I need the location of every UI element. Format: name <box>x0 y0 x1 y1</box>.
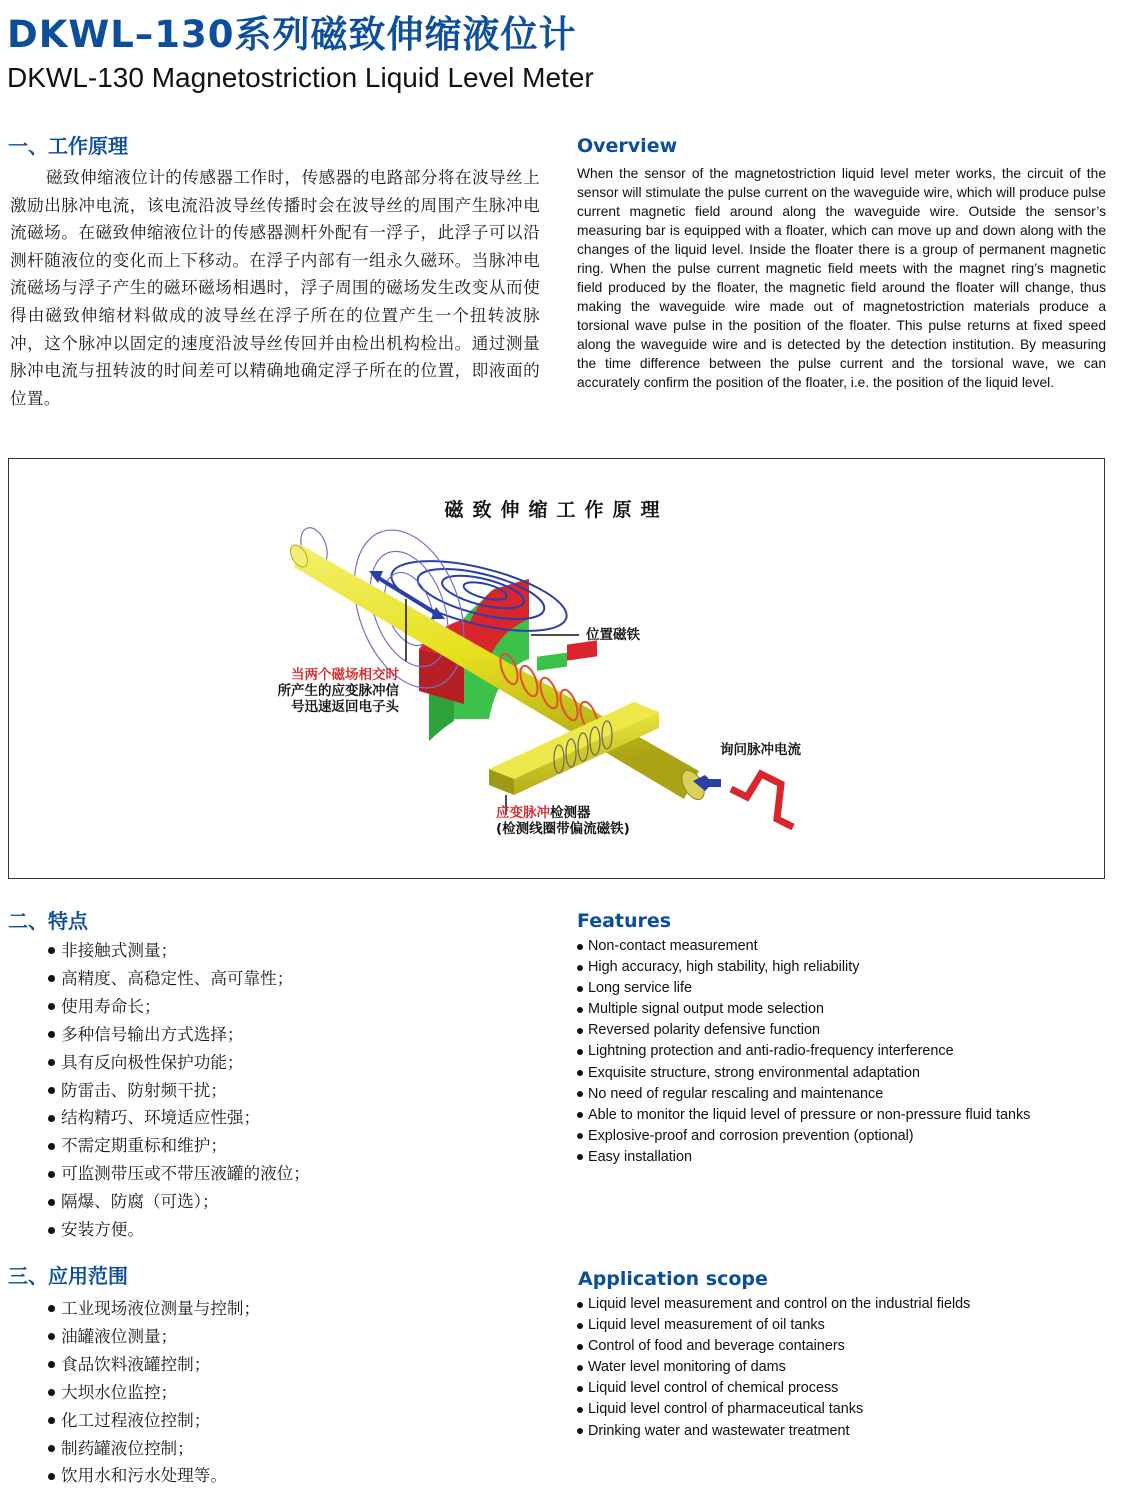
list-item <box>577 1315 970 1336</box>
list-item-text: 结构精巧、环境适应性强； <box>61 1108 261 1128</box>
list-item <box>48 993 310 1021</box>
list-item-text: No need of regular rescaling and maintenance <box>588 1085 884 1102</box>
list-item-text: Drinking water and wastewater treatment <box>588 1422 850 1439</box>
list-item <box>48 1216 310 1244</box>
section-heading-applications-en: Application scope <box>578 1268 768 1290</box>
bullet-icon <box>577 1091 583 1097</box>
list-item-text: 多种信号输出方式选择； <box>61 1024 244 1044</box>
bullet-icon <box>577 1028 583 1034</box>
label-detector-rest: 检测器 <box>550 805 591 821</box>
pulse-waveform-icon <box>731 774 793 827</box>
list-item-text: 饮用水和污水处理等。 <box>61 1466 227 1486</box>
list-item <box>48 1160 310 1188</box>
list-item <box>48 1462 260 1490</box>
label-field-intersection-line2: 所产生的应变脉冲信 <box>277 683 399 699</box>
list-item-text: Liquid level measurement and control on the industrial fields <box>588 1296 971 1312</box>
list-item <box>577 1147 1030 1168</box>
list-item <box>577 1294 970 1315</box>
list-item <box>577 1126 1030 1147</box>
list-item <box>577 1357 970 1378</box>
list-item-text: 油罐液位测量； <box>61 1326 178 1346</box>
list-item-text: 非接触式测量； <box>61 941 178 960</box>
label-field-intersection-line3: 号迅速返回电子头 <box>291 699 399 715</box>
bullet-icon <box>577 1428 583 1434</box>
list-item-text: 具有反向极性保护功能； <box>61 1052 244 1072</box>
list-item-text: Multiple signal output mode selection <box>588 1001 824 1018</box>
list-item-text: 可监测带压或不带压液罐的液位； <box>61 1164 310 1184</box>
label-interrogation-pulse: 询问脉冲电流 <box>720 742 801 758</box>
bullet-icon <box>577 1049 583 1055</box>
list-item <box>48 937 310 965</box>
list-item-text: Lightning protection and anti-radio-frequency interference <box>588 1043 954 1060</box>
list-item-text: Water level monitoring of dams <box>588 1359 786 1376</box>
list-item <box>48 1351 260 1379</box>
list-item <box>577 1105 1030 1126</box>
bullet-icon <box>48 1333 55 1340</box>
label-field-intersection <box>249 667 399 715</box>
bullet-icon <box>48 1059 55 1066</box>
bullet-icon <box>577 1302 583 1308</box>
bullet-icon <box>577 986 583 992</box>
overview-paragraph-en: When the sensor of the magnetostriction liquid level meter works, the circuit of the sensor will stimulate the pulse current on the waveguide wire, which will produce pulse current magnetic field around along the waveguide wire. Outside the sensor’s measuring bar is equipped with a floater, which can move up and down along with the changes of the liquid level. Inside the floater there is a group of permanent magnetic ring. When the pulse current magnetic field meets with the magnet ring’s magnetic field produced by the floater, the magnetic field around the floater will change, thus making the waveguide wire made out of magnetostriction materials produce a torsional wave pulse in the position of the floater. This pulse returns at fixed speed along the waveguide wire and is detected by the detection institution. By measuring the time difference between the pulse current and the torsional wave, we can accurately confirm the position of the floater, i.e. the position of the liquid level. <box>577 166 1106 390</box>
applications-list-cn <box>48 1295 260 1490</box>
bullet-icon <box>577 1007 583 1013</box>
list-item <box>48 1295 260 1323</box>
bullet-icon <box>48 1417 55 1424</box>
bullet-icon <box>577 1154 583 1160</box>
label-detector-line2: (检测线圈带偏流磁铁) <box>496 821 630 837</box>
principle-paragraph-cn: 磁致伸缩液位计的传感器工作时，传感器的电路部分将在波导丝上激励出脉冲电流，该电流沿波导丝传播时会在波导丝的周围产生脉冲电流磁场。在磁致伸缩液位计的传感器测杆外配有一浮子，此浮子可以沿测杆随液位的变化而上下移动。在浮子内部有一组永久磁环。当脉冲电流磁场与浮子产生的磁环磁场相遇时，浮子周围的磁场发生改变从而使得由磁致伸缩材料做成的波导丝在浮子所在的位置产生一个扭转波脉冲，这个脉冲以固定的速度沿波导丝传回并由检出机构检出。通过测量脉冲电流与扭转波的时间差可以精确地确定浮子所在的位置，即液面的位置。 <box>10 168 540 408</box>
list-item <box>48 1021 310 1049</box>
list-item <box>577 957 1030 978</box>
list-item-text: Reversed polarity defensive function <box>588 1022 820 1039</box>
list-item-text: Easy installation <box>588 1148 692 1165</box>
list-item <box>577 936 1030 957</box>
applications-list-en <box>577 1294 970 1442</box>
bullet-icon <box>48 1031 55 1038</box>
list-item-text: 食品饮料液罐控制； <box>61 1354 211 1374</box>
list-item-text: 使用寿命长； <box>61 996 161 1016</box>
page-title-cn: DKWL–130系列磁致伸缩液位计 <box>7 13 577 56</box>
bullet-icon <box>577 1112 583 1118</box>
bullet-icon <box>48 1143 55 1150</box>
list-item <box>48 1077 310 1105</box>
bullet-icon <box>577 1407 583 1413</box>
bullet-icon <box>48 1361 55 1368</box>
bullet-icon <box>48 1171 55 1178</box>
list-item-text: 安装方便。 <box>61 1220 144 1240</box>
bullet-icon <box>48 1445 55 1452</box>
list-item <box>577 1084 1030 1105</box>
bullet-icon <box>48 947 55 954</box>
list-item <box>48 1132 310 1160</box>
bullet-icon <box>577 1133 583 1139</box>
list-item-text: 高精度、高稳定性、高可靠性； <box>61 968 294 988</box>
list-item-text: 化工过程液位控制； <box>61 1410 211 1430</box>
list-item-text: Able to monitor the liquid level of pressure or non-pressure fluid tanks <box>588 1106 1031 1123</box>
bullet-icon <box>577 965 583 971</box>
bullet-icon <box>577 944 583 950</box>
list-item-text: 工业现场液位测量与控制； <box>61 1299 261 1318</box>
bullet-icon <box>48 1003 55 1010</box>
list-item <box>48 1049 310 1077</box>
features-list-en <box>577 936 1030 1168</box>
list-item-text: Exquisite structure, strong environmental adaptation <box>588 1064 920 1081</box>
list-item-text: Long service life <box>588 980 692 997</box>
bullet-icon <box>48 1305 55 1312</box>
section-heading-features-en: Features <box>577 910 672 932</box>
list-item <box>577 1336 970 1357</box>
list-item-text: Control of food and beverage containers <box>588 1338 845 1355</box>
list-item <box>48 965 310 993</box>
list-item-text: Non-contact measurement <box>588 938 758 954</box>
list-item <box>577 1421 970 1442</box>
bullet-icon <box>48 1473 55 1480</box>
bullet-icon <box>48 1115 55 1122</box>
features-list-cn <box>48 937 310 1244</box>
list-item-text: 大坝水位监控； <box>61 1382 178 1402</box>
list-item-text: Liquid level control of chemical process <box>588 1380 839 1397</box>
list-item-text: High accuracy, high stability, high reliability <box>588 959 860 976</box>
section-heading-applications-cn: 三、应用范围 <box>8 1264 128 1288</box>
bullet-icon <box>48 1199 55 1206</box>
label-field-intersection-line1: 当两个磁场相交时 <box>291 667 399 683</box>
label-position-magnet: 位置磁铁 <box>586 627 640 643</box>
list-item <box>577 1041 1030 1062</box>
list-item <box>577 1020 1030 1041</box>
list-item <box>577 999 1030 1020</box>
list-item <box>48 1407 260 1435</box>
bullet-icon <box>577 1070 583 1076</box>
list-item <box>577 1399 970 1420</box>
list-item-text: 不需定期重标和维护； <box>61 1136 227 1156</box>
bullet-icon <box>577 1323 583 1329</box>
list-item-text: Liquid level control of pharmaceutical tanks <box>588 1401 864 1418</box>
diagram-title: 磁致伸缩工作原理 <box>444 499 669 521</box>
principle-diagram <box>8 458 1105 879</box>
bullet-icon <box>577 1344 583 1350</box>
list-item-text: 防雷击、防射频干扰； <box>61 1080 227 1100</box>
section-heading-overview-en: Overview <box>577 135 678 157</box>
bullet-icon <box>48 1227 55 1234</box>
list-item <box>577 1378 970 1399</box>
bullet-icon <box>48 1389 55 1396</box>
list-item-text: 隔爆、防腐（可选）； <box>61 1192 219 1212</box>
section-heading-principle-cn: 一、工作原理 <box>8 134 128 158</box>
list-item <box>48 1188 310 1216</box>
list-item <box>48 1435 260 1463</box>
label-detector <box>496 805 630 837</box>
page-title-en: DKWL-130 Magnetostriction Liquid Level Meter <box>7 62 594 93</box>
bullet-icon <box>577 1386 583 1392</box>
bullet-icon <box>577 1365 583 1371</box>
list-item <box>48 1104 310 1132</box>
label-detector-red: 应变脉冲 <box>496 805 550 821</box>
list-item <box>48 1379 260 1407</box>
list-item <box>577 978 1030 999</box>
section-heading-features-cn: 二、特点 <box>8 909 88 933</box>
list-item <box>577 1063 1030 1084</box>
list-item <box>48 1323 260 1351</box>
list-item-text: Liquid level measurement of oil tanks <box>588 1317 825 1334</box>
list-item-text: Explosive-proof and corrosion prevention (optional) <box>588 1127 914 1144</box>
bullet-icon <box>48 975 55 982</box>
bullet-icon <box>48 1087 55 1094</box>
list-item-text: 制药罐液位控制； <box>61 1438 194 1458</box>
